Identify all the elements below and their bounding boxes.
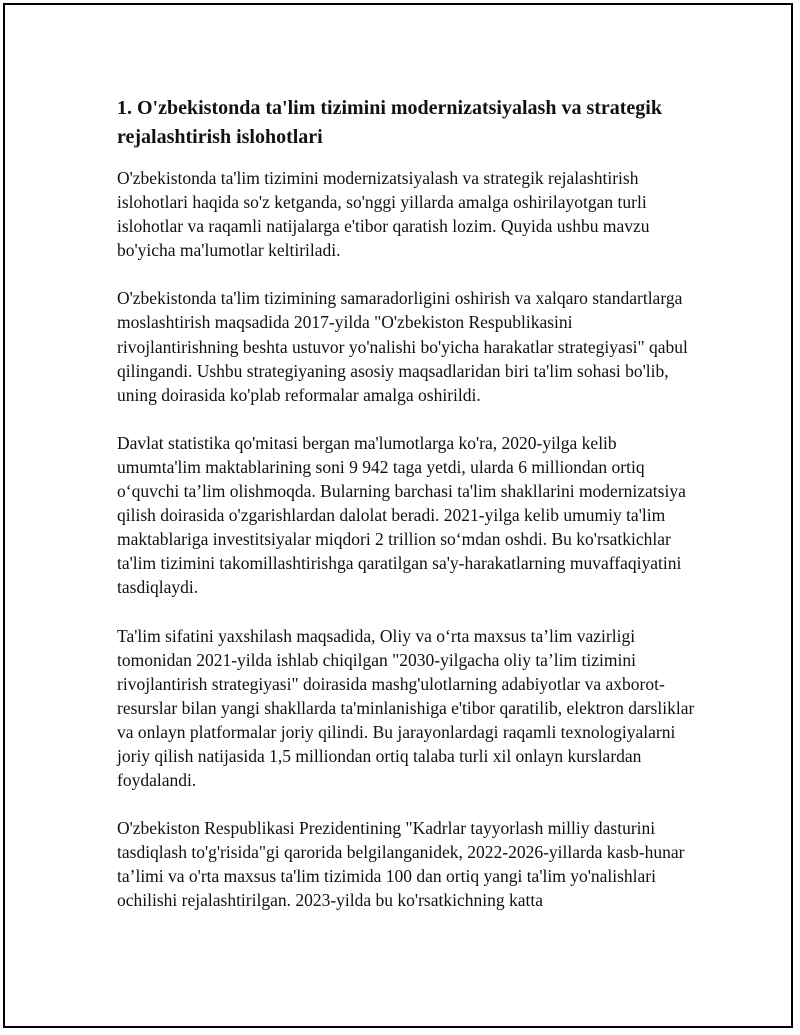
- document-body: [117, 94, 697, 937]
- section-heading: 1. O'zbekistonda ta'lim tizimini modernizatsiyalash va strategik rejalashtirish islohotlari: [117, 97, 662, 148]
- paragraph-4: Ta'lim sifatini yaxshilash maqsadida, Oliy va o‘rta maxsus ta’lim vazirligi tomonidan 2021-yilda ishlab chiqilgan "2030-yilgacha oliy ta’lim tizimini rivojlantirish strategiyasi" doirasida mashg'ulotlarning adabiyotlar va axborot-resurslar bilan yangi shakllarda ta'minlanishiga e'tibor qaratilib, elektron darsliklar va onlayn platformalar joriy qilindi. Bu jarayonlardagi raqamli texnologiyalarni joriy qilish natijasida 1,5 milliondan ortiq talaba turli xil onlayn kurslardan foydalandi.: [117, 625, 695, 791]
- paragraph-2: O'zbekistonda ta'lim tizimining samaradorligini oshirish va xalqaro standartlarga moslashtirish maqsadida 2017-yilda "O'zbekiston Respublikasini rivojlantirishning beshta ustuvor yo'nalishi bo'yicha harakatlar strategiyasi" qabul qilingandi. Ushbu strategiyaning asosiy maqsadlaridan biri ta'lim sohasi bo'lib, uning doirasida ko'plab reformalar amalga oshirildi.: [117, 288, 688, 405]
- paragraph-3: Davlat statistika qo'mitasi bergan ma'lumotlarga ko'ra, 2020-yilga kelib umumta'lim maktablarining soni 9 942 taga yetdi, ularda 6 milliondan ortiq o‘quvchi ta’lim olishmoqda. Bularning barchasi ta'lim shakllarini modernizatsiya qilish doirasida o'zgarishlardan dalolat beradi. 2021-yilga kelib umumiy ta'lim maktablariga investitsiyalar miqdori 2 trillion so‘mdan oshdi. Bu ko'rsatkichlar ta'lim tizimini takomillashtirishga qaratilgan sa'y-harakatlarning muvaffaqiyatini tasdiqlaydi.: [117, 432, 686, 598]
- paragraph-1: O'zbekistonda ta'lim tizimini modernizatsiyalash va strategik rejalashtirish islohotlari haqida so'z ketganda, so'nggi yillarda amalga oshirilayotgan turli islohotlar va raqamli natijalarga e'tibor qaratish lozim. Quyida ushbu mavzu bo'yicha ma'lumotlar keltiriladi.: [117, 168, 650, 261]
- paragraph-5: O'zbekiston Respublikasi Prezidentining "Kadrlar tayyorlash milliy dasturini tasdiqlash to'g'risida"gi qarorida belgilanganidek, 2022-2026-yillarda kasb-hunar ta’limi va o'rta maxsus ta'lim tizimida 100 dan ortiq yangi ta'lim yo'nalishlari ochilishi rejalashtirilgan. 2023-yilda bu ko'rsatkichning katta: [117, 818, 685, 911]
